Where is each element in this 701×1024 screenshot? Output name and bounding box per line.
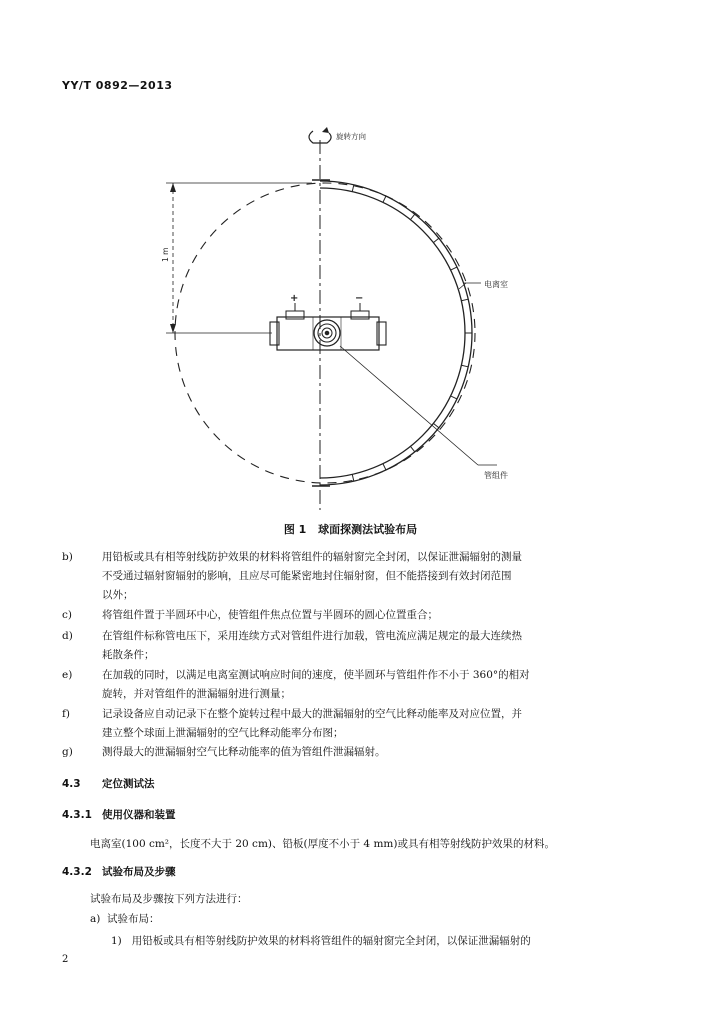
step-line: 耗散条件； — [102, 649, 155, 661]
step-text — [102, 548, 616, 605]
ring-segment-tick — [461, 299, 468, 301]
ring-segment-tick — [451, 267, 457, 270]
figure-title: 球面探测法试验布局 — [318, 523, 418, 536]
step-text — [102, 743, 616, 762]
step-marker: e) — [62, 669, 73, 681]
ring-segment-tick — [451, 396, 457, 399]
step-marker: b) — [62, 551, 73, 563]
step-line: 记录设备应自动记录下在整个旋转过程中最大的泄漏辐射的空气比释动能率及对应位置，并 — [102, 708, 522, 720]
ring-segment-tick — [352, 474, 354, 481]
ring-segment-tick — [410, 446, 414, 451]
step-marker: c) — [62, 609, 72, 621]
ring-segment-tick — [461, 365, 468, 367]
step-line: 用铅板或具有相等射线防护效果的材料将管组件的辐射窗完全封闭，以保证泄漏辐射的测量 — [102, 551, 522, 563]
step-line: 旋转，并对管组件的泄漏辐射进行测量； — [102, 688, 291, 700]
standard-code-header: YY/T 0892—2013 — [62, 79, 173, 92]
sub-item-a: a) 试验布局： — [90, 913, 160, 925]
step-text — [102, 627, 616, 665]
figure-caption — [0, 521, 701, 537]
rotation-direction-label: 旋转方向 — [336, 132, 366, 141]
tube-assembly — [270, 303, 386, 350]
tube-assembly-label: 管组件 — [484, 471, 508, 480]
ring-segment-tick — [383, 196, 386, 202]
step-line: 测得最大的泄漏辐射空气比释动能率的值为管组件泄漏辐射。 — [102, 746, 386, 758]
semicircle-ring — [320, 181, 472, 485]
page-number: 2 — [62, 954, 69, 965]
step-line: 将管组件置于半圆环中心，使管组件焦点位置与半圆环的圆心位置重合； — [102, 609, 438, 621]
cathode-minus-symbol: − — [355, 293, 364, 304]
procedure-intro: 试验布局及步骤按下列方法进行： — [90, 893, 248, 905]
section-4-3-heading: 4.3 定位测试法 — [62, 778, 155, 790]
step-marker: d) — [62, 630, 73, 642]
figure-number: 图 1 — [283, 523, 307, 536]
sub-item-a-1: 1) 用铅板或具有相等射线防护效果的材料将管组件的辐射窗完全封闭，以保证泄漏辐射的 — [111, 935, 531, 947]
distance-label: 1 m — [161, 247, 170, 262]
step-marker: g) — [62, 746, 73, 758]
step-line: 在管组件标称管电压下，采用连续方式对管组件进行加载，管电流应满足规定的最大连续热 — [102, 630, 522, 642]
step-text — [102, 666, 616, 704]
anode-plus-symbol: + — [290, 293, 299, 304]
step-text — [102, 606, 616, 625]
ring-segment-tick — [433, 238, 438, 242]
step-text — [102, 705, 616, 743]
ring-segment-tick — [410, 214, 414, 219]
step-line: 以外； — [102, 589, 134, 601]
step-line: 建立整个球面上泄漏辐射的空气比释动能率分布图； — [102, 727, 344, 739]
ionization-chamber-label: 电离室 — [484, 280, 508, 289]
ring-segment-tick — [352, 185, 354, 192]
step-line: 在加载的同时，以满足电离室测试响应时间的速度，使半圆环与管组件作不小于 360°的相对 — [102, 669, 530, 681]
equipment-paragraph: 电离室(100 cm²，长度不大于 20 cm)、铅板(厚度不小于 4 mm)或具有相等射线防护效果的材料。 — [90, 838, 555, 850]
section-4-3-1-heading: 4.3.1 使用仪器和装置 — [62, 809, 176, 821]
step-line: 不受通过辐射窗辐射的影响，且应尽可能紧密地封住辐射窗，但不能搭接到有效封闭范围 — [102, 570, 512, 582]
section-4-3-2-heading: 4.3.2 试验布局及步骤 — [62, 866, 176, 878]
ring-segment-tick — [383, 464, 386, 470]
step-marker: f) — [62, 708, 70, 720]
